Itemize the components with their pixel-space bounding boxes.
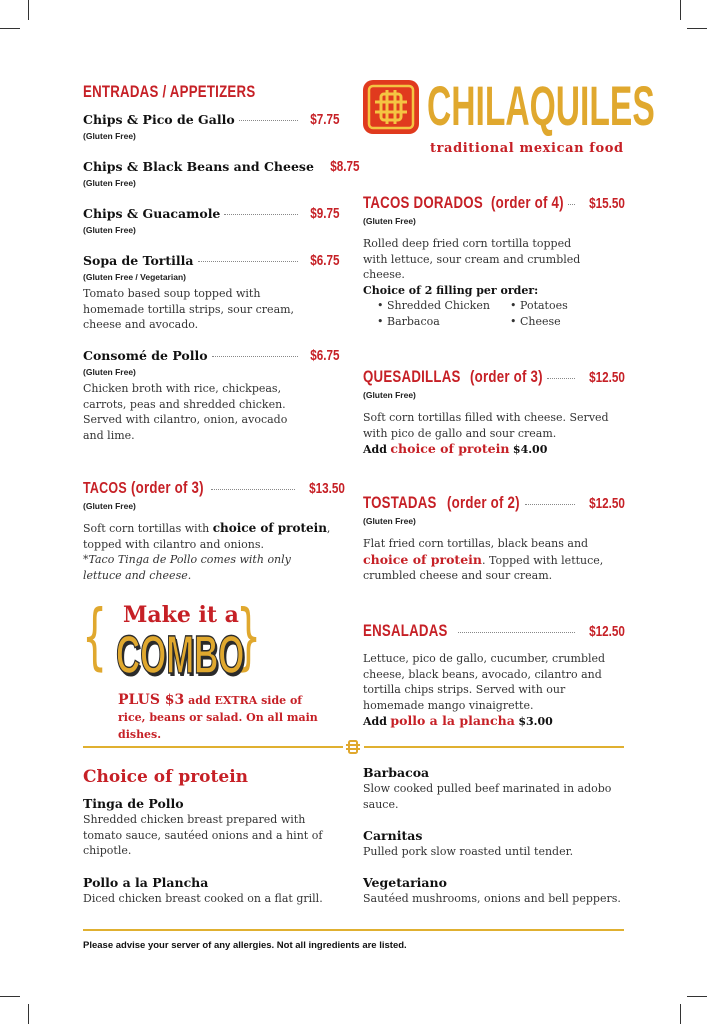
brand-name: CHILAQUILES — [427, 74, 655, 137]
fillings-list — [363, 298, 625, 329]
brand-logo-icon — [363, 80, 419, 134]
tacos-dorados-title: TACOS DORADOS — [363, 193, 483, 212]
quesadillas-note: (Gluten Free) — [363, 390, 416, 400]
item-name: Chips & Pico de Gallo — [83, 112, 235, 127]
appetizers-title: ENTRADAS / APPETIZERS — [83, 82, 256, 101]
item-price: $7.75 — [310, 111, 340, 128]
crop-mark — [687, 28, 707, 29]
item-description: Tomato based soup topped with homemade tortilla strips, sour cream, cheese and avocado. — [83, 287, 295, 331]
ensaladas-description: Lettuce, pico de gallo, cucumber, crumbled cheese, black beans, avocado, cilantro and tortilla chips strips. Served with our homemade mango vinaigrette. — [363, 652, 606, 712]
filling-item: • Potatoes — [510, 299, 568, 312]
filling-item: • Cheese — [510, 314, 561, 328]
protein-item — [363, 828, 623, 860]
item-note: (Gluten Free) — [83, 367, 136, 377]
protein-item — [83, 796, 333, 859]
menu-item — [83, 205, 340, 235]
tacos-footnote: *Taco Tinga de Pollo comes with only lettuce and cheese. — [83, 553, 291, 582]
item-name: Chips & Guacamole — [83, 206, 221, 221]
protein-name: Carnitas — [363, 828, 423, 843]
ensaladas-section — [363, 621, 625, 730]
protein-item — [363, 875, 625, 907]
protein-name: Barbacoa — [363, 765, 430, 780]
ensaladas-addon: Add pollo a la plancha $3.00 — [363, 713, 553, 728]
divider — [83, 746, 343, 748]
menu-item — [83, 158, 360, 188]
tacos-dorados-choice: Choice of 2 filling per order: — [363, 283, 539, 297]
item-note: (Gluten Free) — [83, 225, 136, 235]
menu-item — [83, 252, 340, 333]
brace-right-icon: } — [236, 594, 262, 678]
tacos-dorados-section — [363, 193, 625, 329]
quesadillas-section — [363, 367, 625, 458]
ensaladas-title: ENSALADAS — [363, 621, 448, 640]
ensaladas-price: $12.50 — [589, 623, 625, 640]
crop-mark — [0, 28, 20, 29]
menu-item — [83, 111, 340, 141]
brace-left-icon: { — [82, 594, 108, 678]
item-note: (Gluten Free) — [83, 178, 136, 188]
combo-line1: Make it a — [123, 602, 239, 628]
menu-item — [83, 347, 340, 443]
protein-name: Pollo a la Plancha — [83, 875, 209, 890]
item-description: Chicken broth with rice, chickpeas, carrots, peas and shredded chicken. Served with cilantro, onion, avocado and lime. — [83, 382, 288, 442]
item-name: Consomé de Pollo — [83, 348, 208, 363]
crop-mark — [680, 0, 681, 20]
item-note: (Gluten Free) — [83, 131, 136, 141]
quesadillas-description: Soft corn tortillas filled with cheese. Served with pico de gallo and sour cream. — [363, 411, 609, 440]
tostadas-title: TOSTADAS — [363, 493, 437, 512]
tacos-note: (Gluten Free) — [83, 501, 136, 511]
protein-item — [363, 765, 623, 812]
tacos-price: $13.50 — [309, 480, 345, 497]
quesadillas-addon: Add choice of protein $4.00 — [363, 441, 548, 456]
tacos-dorados-description: Rolled deep fried corn tortilla topped with lettuce, sour cream and crumbled cheese. — [363, 237, 581, 281]
combo-description: PLUS $3 add EXTRA side of rice, beans or salad. On all main dishes. — [118, 692, 318, 741]
quesadillas-price: $12.50 — [589, 369, 625, 386]
protein-name: Tinga de Pollo — [83, 796, 184, 811]
tostadas-note: (Gluten Free) — [363, 516, 416, 526]
tacos-dorados-note: (Gluten Free) — [363, 216, 416, 226]
tacos-order: (order of 3) — [131, 478, 205, 497]
tostadas-description: Flat fried corn tortillas, black beans and choice of protein. Topped with lettuce, crumbled cheese and sour cream. — [363, 537, 604, 582]
tacos-section — [83, 478, 345, 583]
tostadas-price: $12.50 — [589, 495, 625, 512]
tostadas-order: (order of 2) — [447, 493, 521, 512]
item-price: $6.75 — [310, 252, 340, 269]
item-price: $8.75 — [330, 158, 360, 175]
crop-mark — [28, 0, 29, 20]
crop-mark — [687, 996, 707, 997]
item-price: $6.75 — [310, 347, 340, 364]
tacos-dorados-price: $15.50 — [589, 195, 625, 212]
footer-divider — [83, 929, 624, 931]
tacos-description: Soft corn tortillas with choice of protein, topped with cilantro and onions. — [83, 521, 331, 551]
protein-description: Slow cooked pulled beef marinated in adobo sauce. — [363, 782, 612, 811]
item-name: Sopa de Tortilla — [83, 253, 194, 268]
crop-mark — [0, 996, 20, 997]
protein-description: Pulled pork slow roasted until tender. — [363, 845, 574, 858]
protein-description: Shredded chicken breast prepared with tomato sauce, sautéed onions and a hint of chipotle. — [83, 813, 323, 857]
crop-mark — [28, 1004, 29, 1024]
proteins-title: Choice of protein — [83, 767, 249, 787]
item-note: (Gluten Free / Vegetarian) — [83, 272, 186, 282]
quesadillas-order: (order of 3) — [470, 367, 543, 386]
tacos-dorados-order: (order of 4) — [490, 193, 564, 212]
filling-item: • Shredded Chicken — [377, 299, 490, 312]
quesadillas-title: QUESADILLAS — [363, 367, 461, 386]
filling-item: • Barbacoa — [377, 314, 440, 328]
emblem-icon — [344, 738, 362, 756]
tacos-title: TACOS — [83, 480, 127, 497]
protein-item — [83, 875, 333, 907]
item-price: $9.75 — [310, 205, 340, 222]
item-name: Chips & Black Beans and Cheese — [83, 159, 314, 174]
tostadas-section — [363, 493, 625, 584]
brand-tagline: traditional mexican food — [430, 141, 624, 156]
protein-name: Vegetariano — [363, 875, 447, 890]
combo-line2: COMBO — [116, 625, 245, 685]
protein-description: Diced chicken breast cooked on a flat grill. — [83, 892, 323, 905]
divider — [364, 746, 624, 748]
crop-mark — [680, 1004, 681, 1024]
allergy-notice: Please advise your server of any allergies. Not all ingredients are listed. — [83, 940, 407, 951]
protein-description: Sautéed mushrooms, onions and bell peppers. — [363, 892, 621, 905]
